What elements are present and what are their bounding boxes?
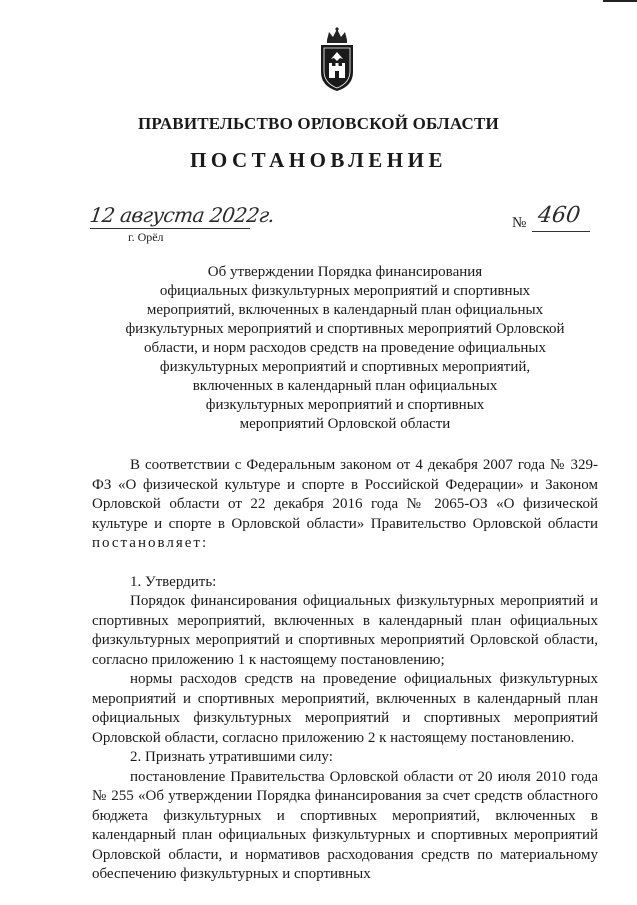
title-line: физкультурных мероприятий и спортивных мероприятий, bbox=[159, 359, 531, 375]
document-type: ПОСТАНОВЛЕНИЕ bbox=[190, 148, 447, 172]
handwritten-date: 12 августа 2022г. bbox=[88, 203, 277, 227]
title-line: мероприятий Орловской области bbox=[239, 416, 451, 432]
item-2-paragraph-a: постановление Правительства Орловской области от 20 июля 2010 года № 255 «Об утверждении Порядка финансирования за счет средств областного бюджета физкультурных и спортивных мероприятий, включенных в календарный план официальных физкультурных и спортивных мероприятий Орловской области, и нормативов расходования средств по материальному обеспечению физкультурных и спортивных bbox=[92, 768, 598, 882]
handwritten-number: 460 bbox=[536, 203, 582, 228]
item-1-paragraph-a: Порядок финансирования официальных физкультурных мероприятий и спортивных мероприятий, включенных в календарный план официальных физкультурных мероприятий и спортивных мероприятий Орловской области, согласно приложению 1 к настоящему постановлению; bbox=[92, 593, 598, 668]
city-label: г. Орёл bbox=[128, 230, 164, 244]
title-line: области, и норм расходов средств на проведение официальных bbox=[143, 340, 547, 356]
government-name: ПРАВИТЕЛЬСТВО ОРЛОВСКОЙ ОБЛАСТИ bbox=[138, 114, 499, 133]
title-line: официальных физкультурных мероприятий и спортивных bbox=[159, 283, 531, 299]
document-title bbox=[80, 263, 610, 434]
title-line: Об утверждении Порядка финансирования bbox=[207, 264, 483, 280]
date-underline bbox=[90, 228, 250, 229]
corner-mark bbox=[603, 0, 637, 2]
preamble-decree-word: постановляет: bbox=[92, 535, 209, 551]
title-line: физкультурных мероприятий и спортивных bbox=[205, 397, 485, 413]
preamble-text: В соответствии с Федеральным законом от 4 декабря 2007 года № 329-ФЗ «О физической культуре и спорте в Российской Федерации» и Законом Орловской области от 22 декабря 2016 года № 2065-ОЗ «О физической культуре и спорте в Орловской области» Правительство Орловской области bbox=[92, 457, 598, 532]
item-1-paragraph-b: нормы расходов средств на проведение официальных физкультурных мероприятий и спортивных мероприятий, включенных в календарный план официальных физкультурных мероприятий и спортивных мероприятий Орловской области, согласно приложению 2 к настоящему постановлению. bbox=[92, 671, 598, 746]
number-underline bbox=[532, 231, 590, 232]
title-line: включенных в календарный план официальных bbox=[192, 378, 498, 394]
title-line: физкультурных мероприятий и спортивных мероприятий Орловской bbox=[125, 321, 565, 337]
preamble-paragraph bbox=[92, 456, 598, 554]
number-label: № bbox=[512, 215, 527, 231]
document-body bbox=[92, 456, 598, 885]
coat-of-arms-emblem bbox=[318, 26, 356, 92]
title-line: мероприятий, включенных в календарный план официальных bbox=[146, 302, 544, 318]
item-2-heading: 2. Признать утратившими силу: bbox=[130, 749, 333, 765]
item-1-heading: 1. Утвердить: bbox=[130, 573, 217, 590]
